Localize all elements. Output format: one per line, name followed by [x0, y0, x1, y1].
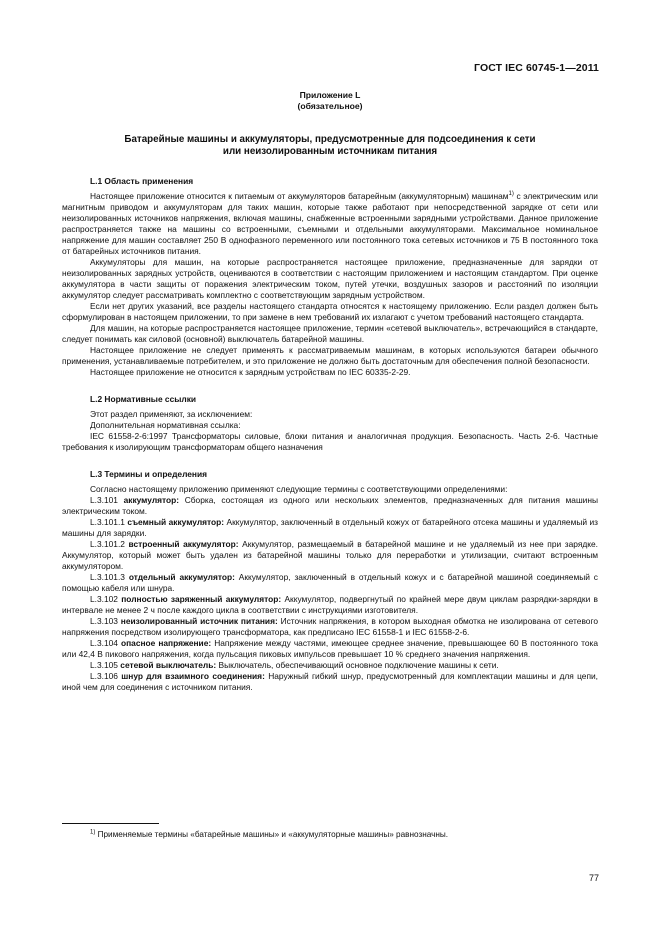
- term-text: Выключатель, обеспечивающий основное подключение машины к сети.: [216, 660, 499, 670]
- term-definition: [62, 517, 598, 539]
- term-number: L.3.101.3: [90, 572, 129, 582]
- footnote-divider: [62, 823, 159, 824]
- term-number: L.3.101.1: [90, 517, 128, 527]
- term-text: Аккумулятор, заключенный в отдельный кожух от батарейного отсека машины и удаляемый из машины для зарядки.: [62, 517, 598, 538]
- term-name: опасное напряжение:: [120, 638, 212, 648]
- references-paragraph-1: Этот раздел применяют, за исключением:: [90, 409, 253, 419]
- term-number: L.3.104: [90, 638, 121, 648]
- term-name: аккумулятор:: [123, 495, 180, 505]
- term-definition: [62, 572, 598, 594]
- term-text: Напряжение между частями, имеющее среднее значение, превышающее 60 В постоянного тока или 42,4 В пикового напряжения, когда пульсация пиковых импульсов превышает 10 % среднего значения напряжения.: [62, 638, 598, 659]
- footnote-reference: 1): [508, 191, 514, 198]
- standard-header: ГОСТ IEC 60745-1—2011: [474, 62, 599, 74]
- term-number: L.3.103: [90, 616, 121, 626]
- scope-paragraph-4: Для машин, на которые распространяется настоящее приложение, термин «сетевой выключатель», встречающийся в стандарте, следует понимать как силовой (основной) выключатель батарейной машины.: [62, 323, 598, 344]
- term-definition: [62, 660, 598, 671]
- term-name: сетевой выключатель:: [120, 660, 217, 670]
- term-definition: [62, 638, 598, 660]
- section-heading-scope: L.1 Область применения: [90, 176, 194, 186]
- page-content: [62, 90, 598, 693]
- term-name: шнур для взаимного соединения:: [121, 671, 265, 681]
- document-title-line-2: или неизолированным источникам питания: [222, 146, 438, 157]
- section-heading-references: L.2 Нормативные ссылки: [90, 394, 197, 404]
- scope-paragraph-1-text-a: Настоящее приложение относится к питаемым от аккумуляторов батарейным (аккумуляторным) машинам: [90, 191, 509, 201]
- term-number: L.3.106: [90, 671, 122, 681]
- references-paragraph-3: IEC 61558-2-6:1997 Трансформаторы силовые, блоки питания и аналогичная продукция. Безопасность. Часть 2-6. Частные требования к изолирующим трансформаторам общего назначения: [62, 431, 598, 452]
- term-name: неизолированный источник питания:: [120, 616, 278, 626]
- scope-paragraph-5: Настоящее приложение не следует применять к рассматриваемым машинам, в которых используются батареи обычного применения, устанавливаемые потребителем, и это приложение не должно быть достаточным для обеспечения полной безопасности.: [62, 345, 598, 366]
- term-name: отдельный аккумулятор:: [128, 572, 235, 582]
- footnote: [90, 829, 598, 840]
- term-text: Аккумулятор, размещаемый в батарейной машине и не удаляемый из нее при зарядке. Аккумулятор, который может быть удален из батарейной машины только для переработки и утилизации, считают встроенным аккумулятором.: [62, 539, 598, 571]
- footnote-marker: 1): [90, 829, 96, 836]
- appendix-status: (обязательное): [297, 101, 363, 111]
- term-text: Сборка, состоящая из одного или нескольких элементов, предназначенных для питания машины электрическим током.: [62, 495, 598, 516]
- scope-paragraph-1: [62, 191, 598, 257]
- term-name: встроенный аккумулятор:: [128, 539, 239, 549]
- term-text: Наружный гибкий шнур, предусмотренный для комплектации машины и для цепи, иной чем для соединения с источником питания.: [62, 671, 598, 692]
- footnote-text: Применяемые термины «батарейные машины» и «аккумуляторные машины» равнозначны.: [95, 830, 449, 839]
- term-definition: [62, 616, 598, 638]
- terms-list: [62, 495, 598, 693]
- term-number: L.3.101: [90, 495, 124, 505]
- scope-paragraph-6: Настоящее приложение не относится к зарядным устройствам по IEC 60335-2-29.: [90, 367, 411, 377]
- page-number: 77: [588, 873, 599, 883]
- term-definition: [62, 495, 598, 517]
- term-name: съемный аккумулятор:: [127, 517, 225, 527]
- terms-intro: Согласно настоящему приложению применяют следующие термины с соответствующими определениями:: [90, 484, 508, 494]
- term-number: L.3.102: [90, 594, 122, 604]
- term-definition: [62, 671, 598, 693]
- document-title-line-1: Батарейные машины и аккумуляторы, предусмотренные для подсоединения к сети: [124, 134, 536, 145]
- term-definition: [62, 594, 598, 616]
- appendix-title: Приложение L: [299, 90, 361, 100]
- term-number: L.3.105: [90, 660, 121, 670]
- term-text: Источник напряжения, в котором выходная обмотка не изолирована от сетевого напряжения посредством изолирующего трансформатора, как предписано IEC 61558-1 и IEC 61558-2-6.: [62, 616, 598, 637]
- term-name: полностью заряженный аккумулятор:: [121, 594, 282, 604]
- term-text: Аккумулятор, заключенный в отдельный кожух и с батарейной машиной соединяемый с помощью кабеля или шнура.: [62, 572, 598, 593]
- term-definition: [62, 539, 598, 572]
- scope-paragraph-2: Аккумуляторы для машин, на которые распространяется настоящее приложение, предназначенные для зарядки от неизолированных зарядных устройств, оцениваются в соответствии с настоящим приложением и настоящим стандартом. При оценке аккумулятора в части защиты от поражения электрическим током, путей утечки, воздушных зазоров и расстояний по изоляции аккумулятор следует рассматривать комплектно с соответствующим зарядным устройством.: [62, 257, 598, 300]
- scope-paragraph-3: Если нет других указаний, все разделы настоящего стандарта относятся к настоящему приложению. Если раздел должен быть сформулирован в настоящем приложении, то при замене в нем требований их излагают с учетом требований настоящего стандарта.: [62, 301, 598, 322]
- term-number: L.3.101.2: [90, 539, 129, 549]
- term-text: Аккумулятор, подвергнутый по крайней мере двум циклам разрядки-зарядки в интервале не менее 2 ч после каждого цикла в соответствии с инструкциями изготовителя.: [62, 594, 598, 615]
- document-title: [62, 134, 598, 158]
- section-heading-terms: L.3 Термины и определения: [90, 469, 208, 479]
- references-paragraph-2: Дополнительная нормативная ссылка:: [90, 420, 241, 430]
- scope-paragraph-1-text-b: с электрическим или магнитным приводом и аккумуляторам для таких машин, которые также работают при непосредственной зарядке от сети или неизолированных источников напряжения, включая машины, снабженные встроенными зарядными устройствами. Данное приложение распространяется также на машины со встроенными, съемными и отдельными аккумуляторами. Максимальное номинальное напряжение для машин составляет 250 В однофазного переменного или постоянного тока сетевых источников и 75 В постоянного тока от батарейных источников питания.: [62, 191, 598, 256]
